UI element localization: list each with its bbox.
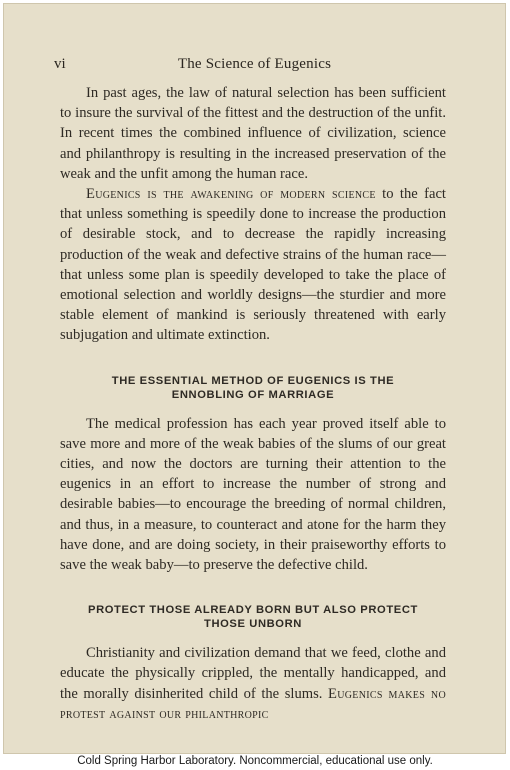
section-heading-protect xyxy=(60,603,446,631)
page-number: vi xyxy=(54,56,66,72)
heading-line: PROTECT THOSE ALREADY BORN BUT ALSO PROTECT xyxy=(88,604,418,617)
heading-line: THOSE UNBORN xyxy=(204,618,302,631)
section-heading-marriage xyxy=(60,374,446,402)
paragraph-awakening xyxy=(60,184,446,346)
heading-line: ENNOBLING OF MARRIAGE xyxy=(171,388,335,401)
archive-credit: Cold Spring Harbor Laboratory. Noncommercial, educational use only. xyxy=(77,755,433,767)
heading-line: THE ESSENTIAL METHOD OF EUGENICS IS THE xyxy=(111,374,395,387)
page-header xyxy=(54,56,455,76)
paragraph-awakening-text: to the fact that unless something is speedily done to increase the production of desirable stock, and to decrease the rapidly increasing production of the weak and defective strains of the human race—that unless some plan is speedily developed to take the place of emotional selection and worldly designs—the sturdier and more stable element of mankind is seriously threatened with early subjugation and ultimate extinction. xyxy=(60,186,446,344)
small-caps-tail: Eugenics makes no protest against our philanthropic xyxy=(60,685,446,722)
running-title: The Science of Eugenics xyxy=(177,56,332,72)
paragraph-medical-profession: The medical profession has each year proved itself able to save more and more of the weak babies of the slums of our great cities, and now the doctors are turning their attention to the eugenics in an effort to increase the number of strong and desirable babies—to encourage the breeding of normal children, and thus, in a measure, to counteract and atone for the harm they have done, and are doing society, in their praiseworthy efforts to save the weak baby—to preserve the defective child. xyxy=(60,415,446,574)
paragraph-christianity xyxy=(60,643,446,724)
paragraph-christianity-text: Christianity and civilization demand that we feed, clothe and educate the physically crippled, the mentally handicapped, and the morally disinherited child of the slums. xyxy=(60,645,446,702)
book-page xyxy=(3,3,506,754)
page-body xyxy=(60,83,446,724)
paragraph-natural-selection: In past ages, the law of natural selection has been sufficient to insure the survival of the fittest and the destruction of the unfit. In recent times the combined influence of civilization, science and philanthropy is resulting in the increased preservation of the weak and the unfit among the human race. xyxy=(60,85,446,182)
small-caps-lead: Eugenics is the awakening of modern science xyxy=(86,186,376,203)
